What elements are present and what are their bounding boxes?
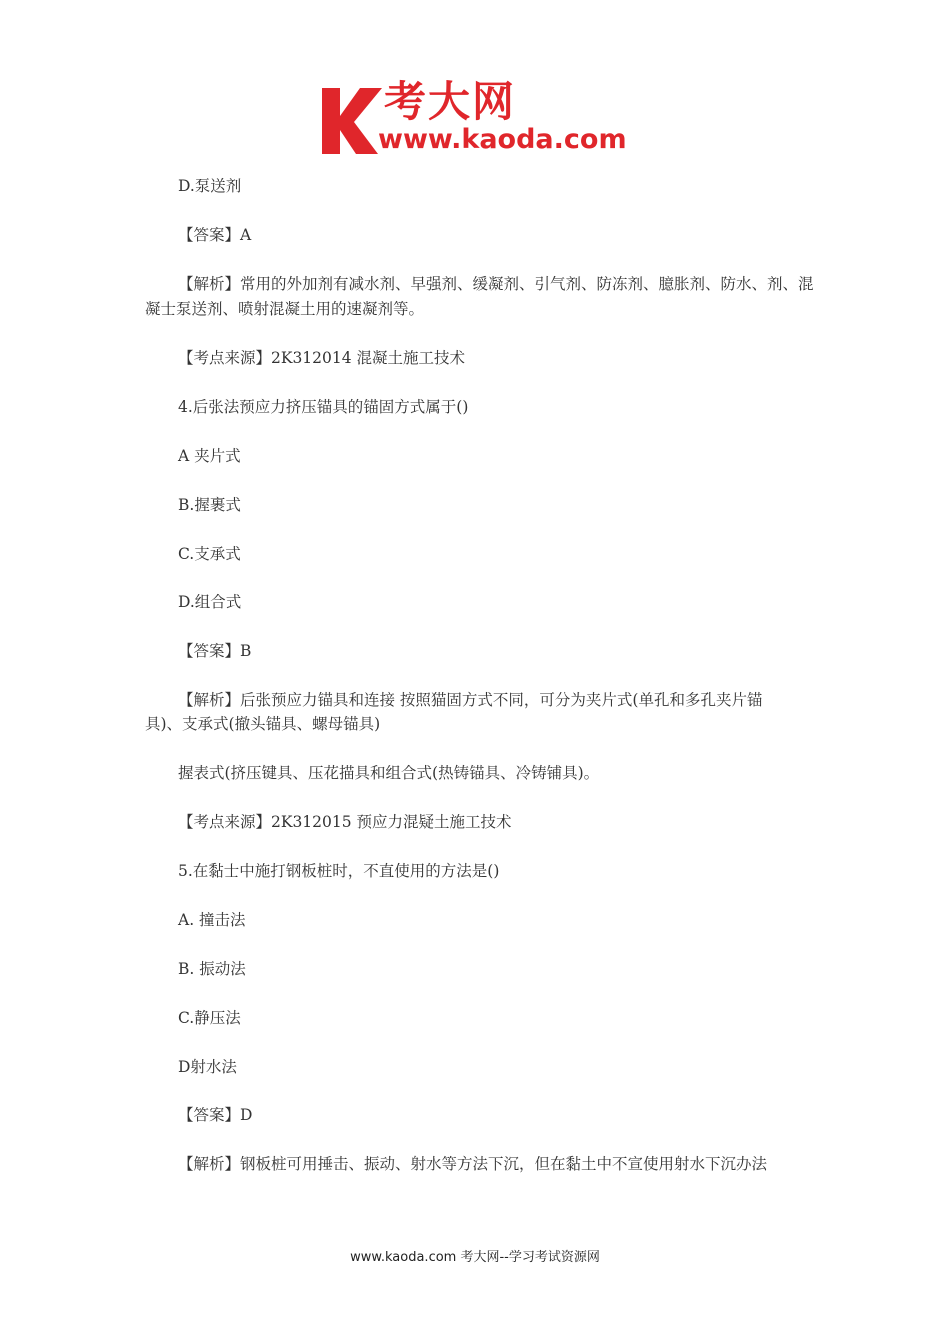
page-footer: www.kaoda.com 考大网--学习考试资源网 xyxy=(350,1250,600,1265)
logo-brand-url: www.kaoda.com xyxy=(378,124,627,155)
answer-5: 【答案】D xyxy=(178,1106,253,1124)
analysis-3-line-2: 凝士泵送剂、喷射混凝土用的速凝剂等。 xyxy=(145,300,425,318)
question-5-option-b: B. 振动法 xyxy=(178,960,246,978)
logo-brand-cn: 考大网 xyxy=(384,77,517,126)
option-d-pump-agent: D.泵送剂 xyxy=(178,177,242,195)
question-4-option-d: D.组合式 xyxy=(178,593,242,611)
source-4: 【考点来源】2K312015 预应力混疑土施工技术 xyxy=(178,813,512,831)
question-5-option-a: A. 撞击法 xyxy=(178,911,246,929)
kaoda-logo xyxy=(318,78,638,160)
analysis-3-line-1: 【解析】常用的外加剂有减水剂、早强剂、缓凝剂、引气剂、防冻剂、臆胀剂、防水、剂、混 xyxy=(178,275,814,293)
source-3: 【考点来源】2K312014 混凝土施工技术 xyxy=(178,349,466,367)
analysis-5-line-1: 【解析】钢板桩可用捶击、振动、射水等方法下沉，但在黏土中不宣使用射水下沉办法 xyxy=(178,1155,768,1173)
question-4-option-c: C.支承式 xyxy=(178,545,241,563)
question-4-option-b: B.握裹式 xyxy=(178,496,241,514)
answer-4: 【答案】B xyxy=(178,642,252,660)
question-5-option-d: D射水法 xyxy=(178,1058,237,1076)
answer-3: 【答案】A xyxy=(178,226,252,244)
analysis-4-line-1: 【解析】后张预应力锚具和连接 按照猫固方式不同，可分为夹片式(单孔和多孔夹片锚 xyxy=(178,691,763,709)
analysis-4-line-3: 握表式(挤压键具、压花描具和组合式(热铸锚具、冷铸铺具)。 xyxy=(178,764,600,782)
question-4: 4.后张法预应力挤压锚具的锚固方式属于() xyxy=(178,398,469,416)
question-5-option-c: C.静压法 xyxy=(178,1009,241,1027)
question-5: 5.在黏士中施打钢板桩时，不直使用的方法是() xyxy=(178,862,500,880)
analysis-4-line-2: 具)、支承式(撤头锚具、螺母锚具) xyxy=(145,715,381,733)
question-4-option-a: A 夹片式 xyxy=(178,447,241,465)
